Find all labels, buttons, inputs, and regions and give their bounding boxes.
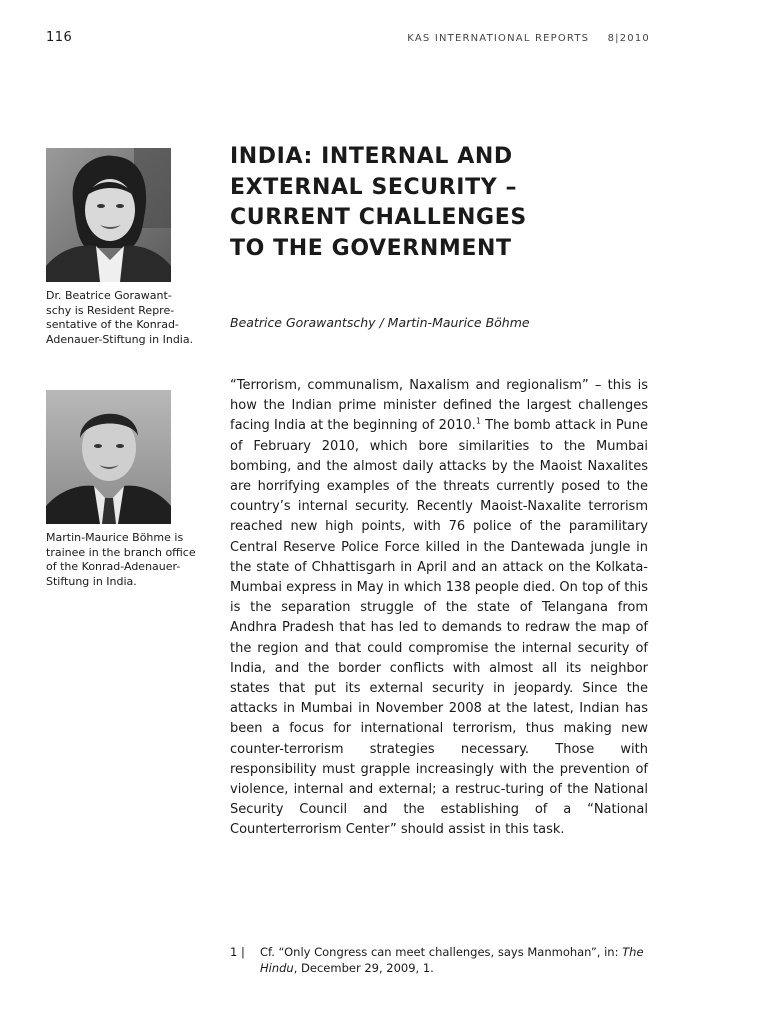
- issue-number: 8|2010: [607, 33, 650, 44]
- footnote-number: 1 |: [230, 945, 245, 959]
- body-text-part1: “Terrorism, communalism, Naxalism and regionalism” – this is how the Indian prime minister defined the largest challenges facing India at the beginning of 2010.: [230, 378, 648, 434]
- author-photo-gorawantschy: [46, 148, 171, 282]
- article-body: [230, 376, 648, 841]
- footnote: [230, 944, 648, 976]
- body-text-part2: The bomb attack in Pune of February 2010, which bore similarities to the Mumbai bombing, and the almost daily attacks by the Maoist Naxalites are horrifying examples of the threats currently posed to the country’s internal security. Recently Maoist-Naxalite terrorism reached new high points, with 76 police of the paramilitary Central Reserve Police Force killed in the Dantewada jungle in the state of Chhattisgarh in April and an attack on the Kolkata-Mumbai express in May in which 138 people died. On top of this is the separation struggle of the state of Telangana from Andhra Pradesh that has led to demands to redraw the map of the region and that could compromise the internal security of India, and the border conflicts with almost all its neighbor states that put its external security in jeopardy. Since the attacks in Mumbai in November 2008 at the latest, Indian has been a focus for international terrorism, thus making new counter-terrorism strategies necessary. Those with responsibility must grapple increasingly with the prevention of violence, internal and external; a restruc-turing of the National Security Council and the establishing of a “National Counterterrorism Center” should assist in this task.: [230, 418, 648, 838]
- author-caption-gorawantschy: Dr. Beatrice Gorawant-schy is Resident Repre-sentative of the Konrad-Adenauer-Stiftung in India.: [46, 289, 194, 346]
- title-line: EXTERNAL SECURITY –: [230, 174, 518, 200]
- article-authors: Beatrice Gorawantschy / Martin-Maurice Böhme: [230, 315, 530, 330]
- publication-name: KAS INTERNATIONAL REPORTS: [407, 33, 590, 44]
- footnote-text-before: Cf. “Only Congress can meet challenges, says Manmohan”, in:: [260, 945, 623, 959]
- footnote-reference[interactable]: 1: [475, 417, 481, 427]
- title-line: INDIA: INTERNAL AND: [230, 144, 513, 169]
- page-number: 116: [46, 30, 73, 45]
- footnote-text-after: , December 29, 2009, 1.: [293, 961, 434, 975]
- title-line: CURRENT CHALLENGES: [230, 205, 527, 230]
- article-title: [230, 142, 590, 264]
- author-photo-boehme: [46, 390, 171, 524]
- footnote-text: [260, 944, 648, 976]
- author-caption-boehme: Martin-Maurice Böhme is trainee in the branch office of the Konrad-Adenauer-Stiftung in India.: [46, 531, 196, 588]
- running-header: [407, 33, 650, 44]
- footnote-source: The Hindu: [260, 945, 644, 975]
- title-line: TO THE GOVERNMENT: [230, 235, 512, 261]
